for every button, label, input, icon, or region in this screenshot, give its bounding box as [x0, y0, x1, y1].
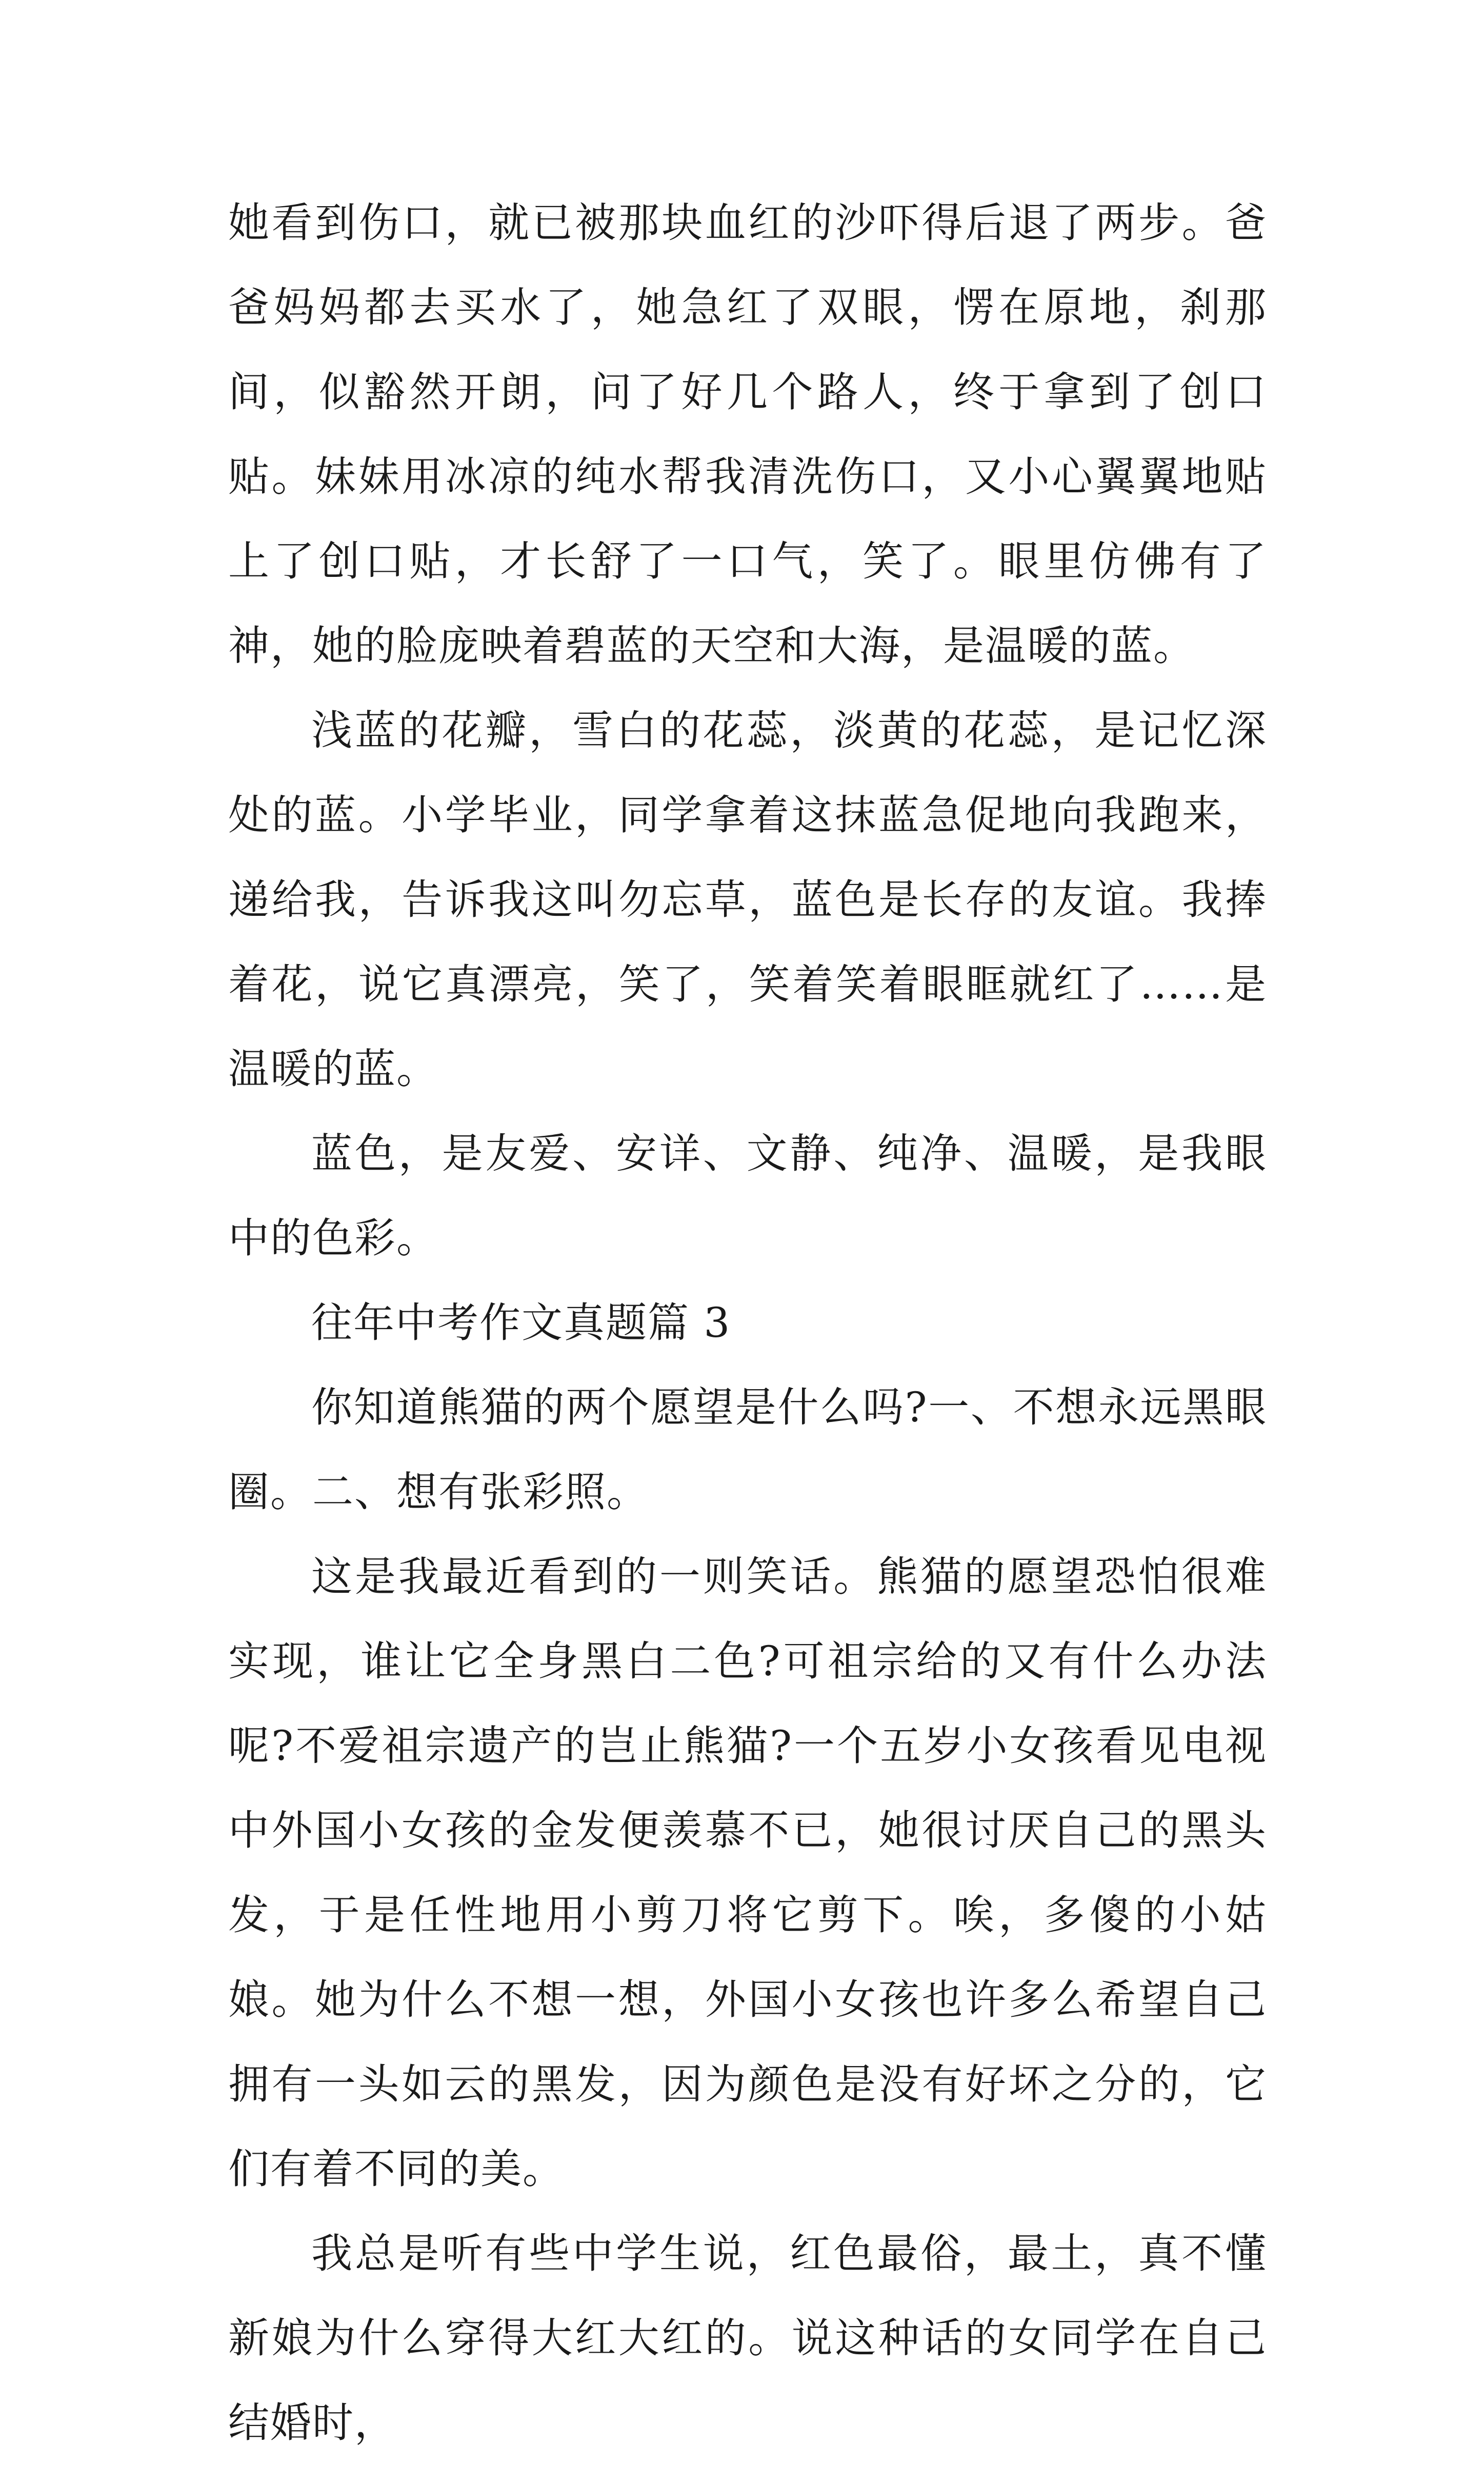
paragraph-1: 她看到伤口，就已被那块血红的沙吓得后退了两步。爸爸妈妈都去买水了，她急红了双眼，愣在原地，刹那间，似豁然开朗，问了好几个路人，终于拿到了创口贴。妹妹用冰凉的纯水帮我清洗伤口，又小心翼翼地贴上了创口贴，才长舒了一口气，笑了。眼里仿佛有了神，她的脸庞映着碧蓝的天空和大海，是温暖的蓝。 — [228, 199, 1267, 670]
section-heading: 往年中考作文真题篇 3 — [311, 1299, 731, 1347]
paragraph-5: 这是我最近看到的一则笑话。熊猫的愿望恐怕很难实现，谁让它全身黑白二色?可祖宗给的又有什么办法呢?不爱祖宗遗产的岂止熊猫?一个五岁小女孩看见电视中外国小女孩的金发便羡慕不已，她很讨厌自己的黑头发，于是任性地用小剪刀将它剪下。唉，多傻的小姑娘。她为什么不想一想，外国小女孩也许多么希望自己拥有一头如云的黑发，因为颜色是没有好坏之分的，它们有着不同的美。 — [228, 1553, 1267, 2193]
paragraph-3: 蓝色，是友爱、安详、文静、纯净、温暖，是我眼中的色彩。 — [228, 1130, 1267, 1262]
paragraph-4: 你知道熊猫的两个愿望是什么吗?一、不想永远黑眼圈。二、想有张彩照。 — [228, 1384, 1267, 1516]
paragraph-6: 我总是听有些中学生说，红色最俗，最土，真不懂新娘为什么穿得大红大红的。说这种话的女同学在自己结婚时， — [228, 2230, 1267, 2447]
article-body — [228, 181, 1267, 2465]
paragraph-2: 浅蓝的花瓣，雪白的花蕊，淡黄的花蕊，是记忆深处的蓝。小学毕业，同学拿着这抹蓝急促地向我跑来，递给我，告诉我这叫勿忘草，蓝色是长存的友谊。我捧着花，说它真漂亮，笑了，笑着笑着眼眶就红了……是温暖的蓝。 — [228, 707, 1267, 1093]
